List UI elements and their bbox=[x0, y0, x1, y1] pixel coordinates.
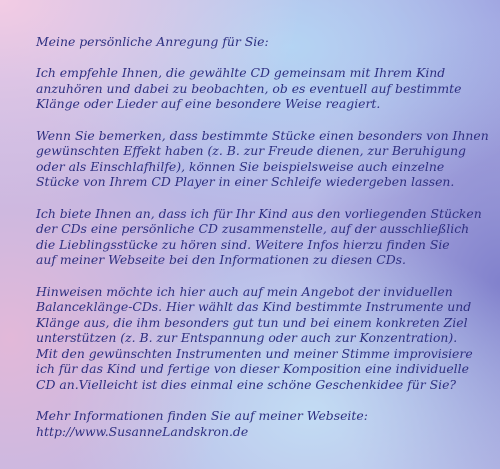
text-line: Klänge oder Lieder auf eine besondere Weise reagiert. bbox=[36, 96, 381, 112]
text-line: unterstützen (z. B. zur Entspannung oder auch zur Konzentration). bbox=[36, 330, 458, 346]
text-line: Ich biete Ihnen an, dass ich für Ihr Kind aus den vorliegenden Stücken bbox=[36, 205, 482, 221]
text-line: gewünschten Effekt haben (z. B. zur Freude dienen, zur Beruhigung bbox=[36, 143, 466, 159]
heading-text: Meine persönliche Anregung für Sie: bbox=[36, 34, 269, 49]
heading bbox=[36, 34, 496, 50]
text-line: Ich empfehle Ihnen, die gewählte CD gemeinsam mit Ihrem Kind bbox=[36, 65, 446, 81]
text-line: ich für das Kind und fertige von dieser Komposition eine individuelle bbox=[36, 361, 469, 377]
text-line: der CDs eine persönliche CD zusammenstelle, auf der ausschließlich bbox=[36, 221, 470, 237]
paragraph-balance-cds bbox=[36, 284, 496, 393]
text-line: CD an.Vielleicht ist dies einmal eine schöne Geschenkidee für Sie? bbox=[36, 377, 457, 393]
recommendation-text bbox=[36, 34, 496, 455]
paragraph-repeat-tracks bbox=[36, 128, 496, 190]
text-line: Hinweisen möchte ich hier auch auf mein Angebot der inviduellen bbox=[36, 283, 453, 299]
text-line: Balanceklänge-CDs. Hier wählt das Kind bestimmte Instrumente und bbox=[36, 299, 472, 315]
text-line: Wenn Sie bemerken, dass bestimmte Stücke einen besonders von Ihnen bbox=[36, 127, 489, 143]
paragraph-website bbox=[36, 408, 496, 439]
text-line: Klänge aus, die ihm besonders gut tun und bei einem konkreten Ziel bbox=[36, 314, 468, 330]
text-line: oder als Einschlafhilfe), können Sie beispielsweise auch einzelne bbox=[36, 158, 445, 174]
paragraph-listen-together bbox=[36, 65, 496, 112]
text-line: Mit den gewünschten Instrumenten und meiner Stimme improvisiere bbox=[36, 345, 473, 361]
text-line: Stücke von Ihrem CD Player in einer Schleife wiedergeben lassen. bbox=[36, 174, 455, 190]
text-line: Mehr Informationen finden Sie auf meiner Webseite: bbox=[36, 408, 368, 424]
paragraph-personal-cd bbox=[36, 206, 496, 268]
text-line: auf meiner Webseite bei den Informationen zu diesen CDs. bbox=[36, 252, 406, 268]
website-url: http://www.SusanneLandskron.de bbox=[36, 423, 249, 439]
text-line: die Lieblingsstücke zu hören sind. Weitere Infos hierzu finden Sie bbox=[36, 236, 450, 252]
text-line: anzuhören und dabei zu beobachten, ob es eventuell auf bestimmte bbox=[36, 80, 462, 96]
